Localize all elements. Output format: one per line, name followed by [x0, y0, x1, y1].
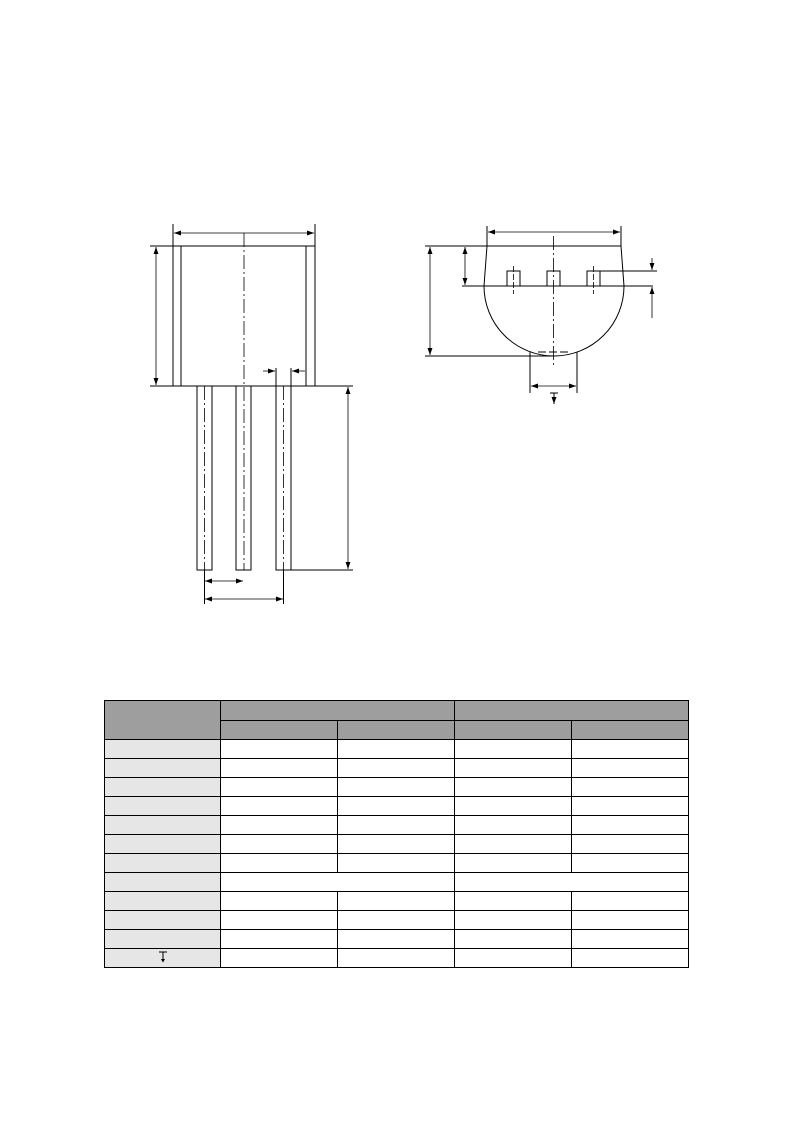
table-cell — [221, 816, 338, 835]
row-label — [105, 873, 221, 892]
table-cell — [221, 740, 338, 759]
row-label — [105, 740, 221, 759]
table-cell — [455, 797, 572, 816]
table-row — [105, 911, 689, 930]
table-cell — [572, 911, 689, 930]
flatness-icon — [158, 951, 168, 963]
table-row — [105, 816, 689, 835]
front-view — [150, 224, 353, 604]
front-view-dimensions — [156, 233, 348, 599]
table-cell — [338, 835, 455, 854]
row-label — [105, 816, 221, 835]
table-cell — [338, 949, 455, 968]
row-label — [105, 778, 221, 797]
table-cell — [338, 911, 455, 930]
table-row — [105, 854, 689, 873]
row-label — [105, 949, 221, 968]
table-cell — [572, 930, 689, 949]
table-cell — [572, 835, 689, 854]
header-group-right — [455, 701, 689, 721]
table-row — [105, 759, 689, 778]
table-body — [105, 740, 689, 968]
table-cell-merged — [221, 873, 455, 892]
table-cell — [221, 892, 338, 911]
table-cell — [338, 892, 455, 911]
subheader-cell — [572, 721, 689, 740]
table-cell — [221, 930, 338, 949]
subheader-cell — [338, 721, 455, 740]
table-row — [105, 835, 689, 854]
table-row — [105, 930, 689, 949]
table-cell — [572, 778, 689, 797]
row-label — [105, 930, 221, 949]
header-symbol — [105, 701, 221, 740]
table-row — [105, 778, 689, 797]
table-cell — [221, 797, 338, 816]
table-cell — [455, 892, 572, 911]
subheader-cell — [455, 721, 572, 740]
table-cell — [455, 854, 572, 873]
table-cell — [221, 778, 338, 797]
table-cell — [338, 816, 455, 835]
row-label — [105, 759, 221, 778]
table-cell — [221, 759, 338, 778]
table-row — [105, 892, 689, 911]
table-row — [105, 949, 689, 968]
table-cell — [572, 740, 689, 759]
table-cell — [455, 930, 572, 949]
header-group-left — [221, 701, 455, 721]
table-cell — [572, 797, 689, 816]
table-cell — [338, 740, 455, 759]
table-cell — [455, 835, 572, 854]
row-label — [105, 892, 221, 911]
table-cell — [221, 835, 338, 854]
table-cell — [221, 911, 338, 930]
table-cell — [338, 930, 455, 949]
table-cell — [338, 778, 455, 797]
table-cell — [338, 854, 455, 873]
row-label — [105, 835, 221, 854]
table-header-row — [105, 701, 689, 721]
table-cell — [338, 759, 455, 778]
row-label — [105, 854, 221, 873]
table-cell — [572, 854, 689, 873]
row-label — [105, 797, 221, 816]
table-cell — [455, 778, 572, 797]
table-cell — [455, 816, 572, 835]
table-cell — [455, 759, 572, 778]
table-row — [105, 740, 689, 759]
subheader-cell — [221, 721, 338, 740]
bottom-view-outline — [484, 246, 624, 356]
table-cell — [572, 949, 689, 968]
table-cell — [338, 797, 455, 816]
row-label — [105, 911, 221, 930]
table-row — [105, 797, 689, 816]
table-cell-merged — [455, 873, 689, 892]
table-cell — [221, 949, 338, 968]
dimensions-table — [104, 700, 689, 968]
table-cell — [455, 949, 572, 968]
lead-center — [236, 386, 251, 570]
bottom-view — [425, 226, 657, 393]
flatness-icon — [550, 393, 558, 404]
table-cell — [572, 892, 689, 911]
table-cell — [572, 759, 689, 778]
table-row — [105, 873, 689, 892]
table-cell — [221, 854, 338, 873]
table-cell — [572, 816, 689, 835]
table-cell — [455, 911, 572, 930]
bottom-view-dimensions — [430, 232, 652, 404]
table-cell — [455, 740, 572, 759]
